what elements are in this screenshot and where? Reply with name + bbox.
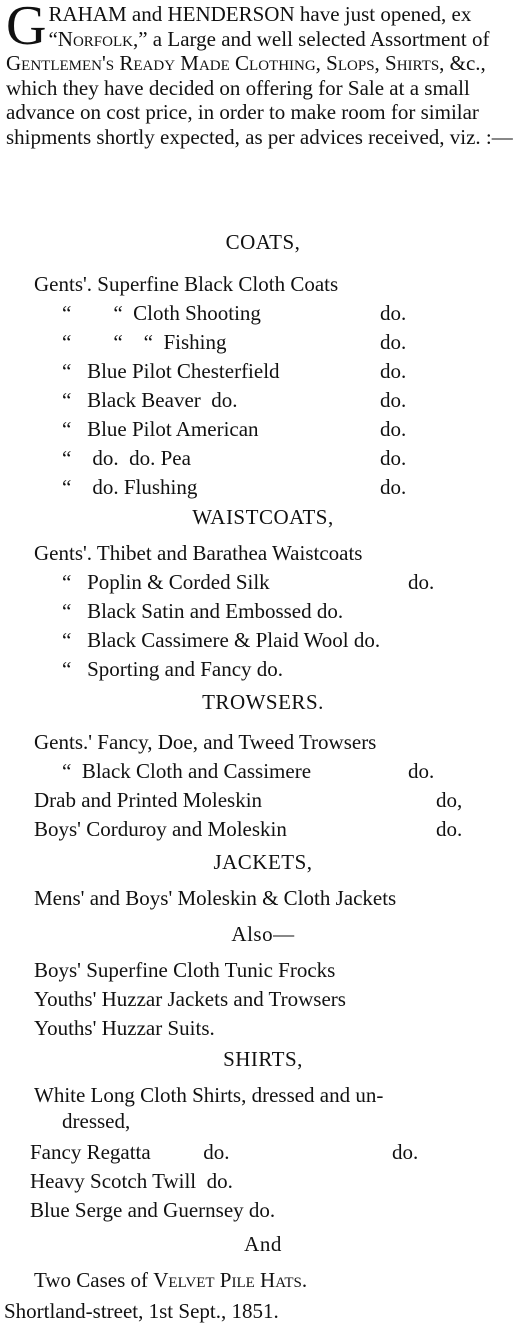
shirts-row-5: Blue Serge and Guernsey do. [30, 1198, 276, 1222]
heading-shirts: SHIRTS, [223, 1047, 303, 1071]
coats-row-5-ditto: do. [380, 388, 407, 412]
heading-coats: COATS, [225, 230, 301, 254]
intro-text-1: RAHAM and HENDERSON have just opened, ex “ [48, 2, 472, 51]
intro-paragraph [6, 2, 522, 149]
jackets-extra-row-1: Boys' Superfine Cloth Tunic Frocks [34, 958, 336, 982]
coats-row-4: “ Blue Pilot Chesterfield [62, 359, 280, 383]
shirts-row-2: dressed, [62, 1109, 131, 1133]
coats-row-3: “ “ “ Fishing [62, 330, 227, 354]
coats-row-2-ditto: do. [380, 301, 407, 325]
shirts-row-4: Heavy Scotch Twill do. [30, 1169, 233, 1193]
waistcoats-row-1: Gents'. Thibet and Barathea Waistcoats [34, 541, 363, 565]
waistcoats-row-5: “ Sporting and Fancy do. [62, 657, 284, 681]
velvet-hats-prefix: Two Cases of [34, 1268, 154, 1292]
coats-row-1: Gents'. Superfine Black Cloth Coats [34, 272, 339, 296]
dateline: Shortland-street, 1st Sept., 1851. [4, 1299, 279, 1323]
coats-row-5: “ Black Beaver do. [62, 388, 238, 412]
goods-list: Gentlemen's Ready Made Clothing, Slops, Shirts [6, 51, 440, 75]
coats-row-2: “ “ Cloth Shooting [62, 301, 261, 325]
coats-row-7: “ do. do. Pea [62, 446, 191, 470]
waistcoats-row-3: “ Black Satin and Embossed do. [62, 599, 344, 623]
heading-trowsers: TROWSERS. [202, 690, 324, 714]
velvet-hats-line [34, 1268, 307, 1292]
coats-row-4-ditto: do. [380, 359, 407, 383]
coats-row-6-ditto: do. [380, 417, 407, 441]
heading-jackets: JACKETS, [213, 850, 313, 874]
coats-row-6: “ Blue Pilot American [62, 417, 259, 441]
trowsers-row-4: Boys' Corduroy and Moleskin [34, 817, 287, 841]
trowsers-row-3: Drab and Printed Moleskin [34, 788, 263, 812]
coats-row-7-ditto: do. [380, 446, 407, 470]
coats-row-8-ditto: do. [380, 475, 407, 499]
shirts-row-3-ditto: do. [392, 1140, 419, 1164]
drop-cap: G [6, 0, 47, 57]
coats-row-8: “ do. Flushing [62, 475, 198, 499]
trowsers-row-2-ditto: do. [408, 759, 435, 783]
shirts-and: And [244, 1232, 282, 1256]
intro-text-2: ,” a Large and well selected Assortment of [132, 26, 490, 51]
velvet-hats-name: Velvet Pile Hats. [153, 1268, 308, 1292]
coats-row-3-ditto: do. [380, 330, 407, 354]
heading-waistcoats: WAISTCOATS, [192, 505, 334, 529]
jackets-extra-row-3: Youths' Huzzar Suits. [34, 1016, 215, 1040]
jackets-row-1: Mens' and Boys' Moleskin & Cloth Jackets [34, 886, 397, 910]
ship-name: Norfolk [57, 26, 133, 51]
trowsers-row-3-ditto: do, [436, 788, 463, 812]
jackets-extra-row-2: Youths' Huzzar Jackets and Trowsers [34, 987, 346, 1011]
waistcoats-row-2-ditto: do. [408, 570, 435, 594]
waistcoats-row-4: “ Black Cassimere & Plaid Wool do. [62, 628, 381, 652]
trowsers-row-4-ditto: do. [436, 817, 463, 841]
intro-text-3: , &c., which they have decided on offering for Sale at a small advance on cost price, in order to make room for similar shipments shortly expected, as per advices received, viz. :— [6, 51, 513, 149]
trowsers-row-2: “ Black Cloth and Cassimere [62, 759, 312, 783]
waistcoats-row-2: “ Poplin & Corded Silk [62, 570, 270, 594]
shirts-row-3: Fancy Regatta do. [30, 1140, 230, 1164]
shirts-row-1: White Long Cloth Shirts, dressed and un- [34, 1083, 384, 1107]
jackets-also: Also— [231, 922, 295, 946]
trowsers-row-1: Gents.' Fancy, Doe, and Tweed Trowsers [34, 730, 377, 754]
